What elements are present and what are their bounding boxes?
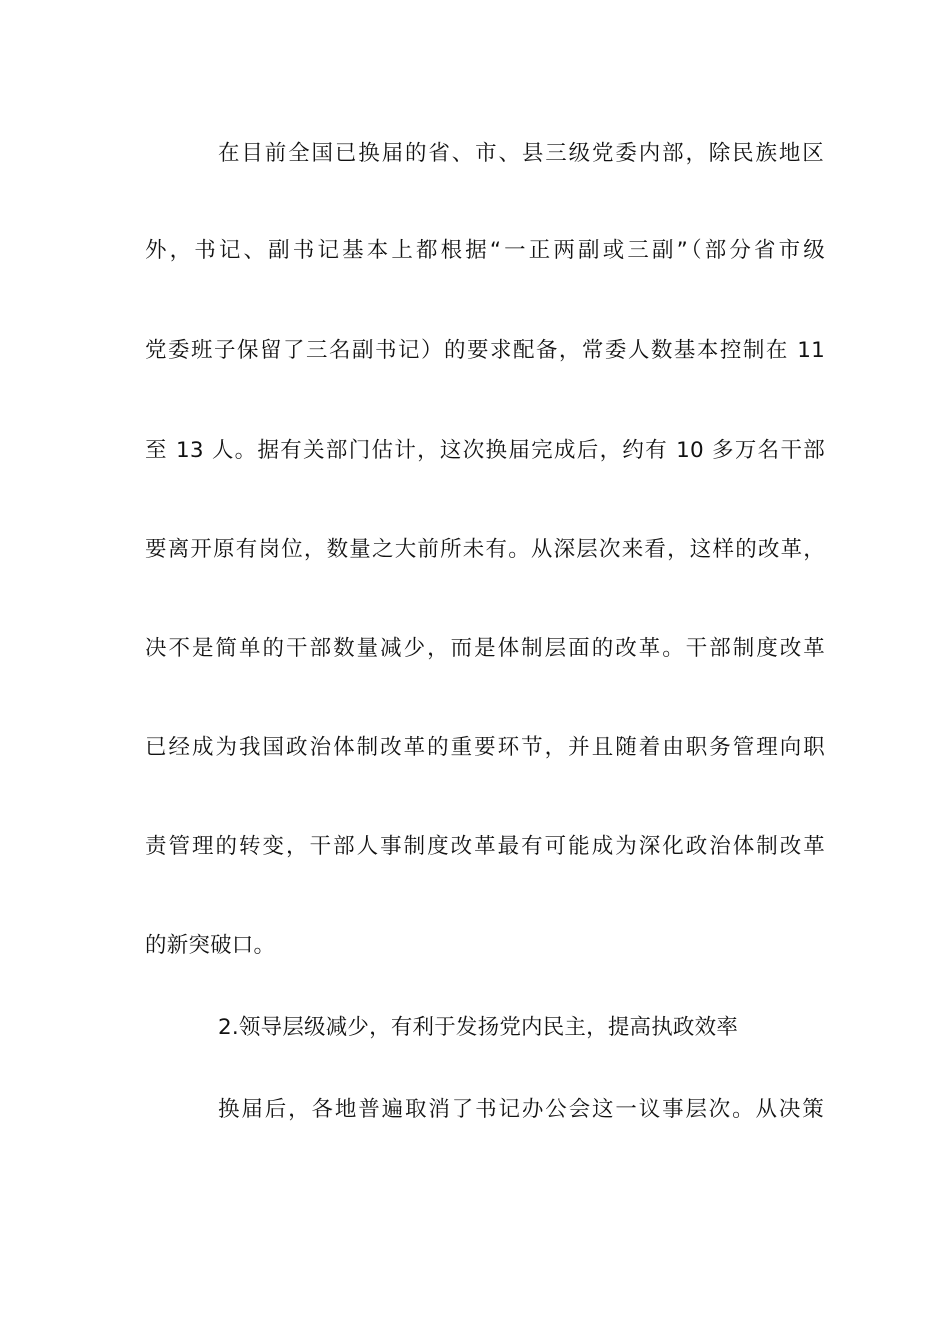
paragraph-1-line-4: 至 13 人。据有关部门估计，这次换届完成后，约有 10 多万名干部 [145, 438, 825, 463]
paragraph-1-line-1: 在目前全国已换届的省、市、县三级党委内部，除民族地区 [218, 141, 824, 166]
section-heading: 2.领导层级减少，有利于发扬党内民主，提高执政效率 [218, 1015, 739, 1040]
paragraph-1-line-9: 的新突破口。 [145, 933, 276, 958]
paragraph-2-line-1: 换届后，各地普遍取消了书记办公会这一议事层次。从决策 [218, 1097, 824, 1122]
paragraph-1-line-3: 党委班子保留了三名副书记）的要求配备，常委人数基本控制在 11 [145, 338, 825, 363]
paragraph-1-line-7: 已经成为我国政治体制改革的重要环节，并且随着由职务管理向职 [145, 735, 825, 760]
paragraph-1-line-6: 决不是简单的干部数量减少，而是体制层面的改革。干部制度改革 [145, 636, 825, 661]
paragraph-1-line-5: 要离开原有岗位，数量之大前所未有。从深层次来看，这样的改革， [145, 537, 825, 562]
paragraph-1-line-8: 责管理的转变，干部人事制度改革最有可能成为深化政治体制改革 [145, 834, 825, 859]
paragraph-1-line-2: 外，书记、副书记基本上都根据“一正两副或三副”（部分省市级 [145, 238, 825, 263]
